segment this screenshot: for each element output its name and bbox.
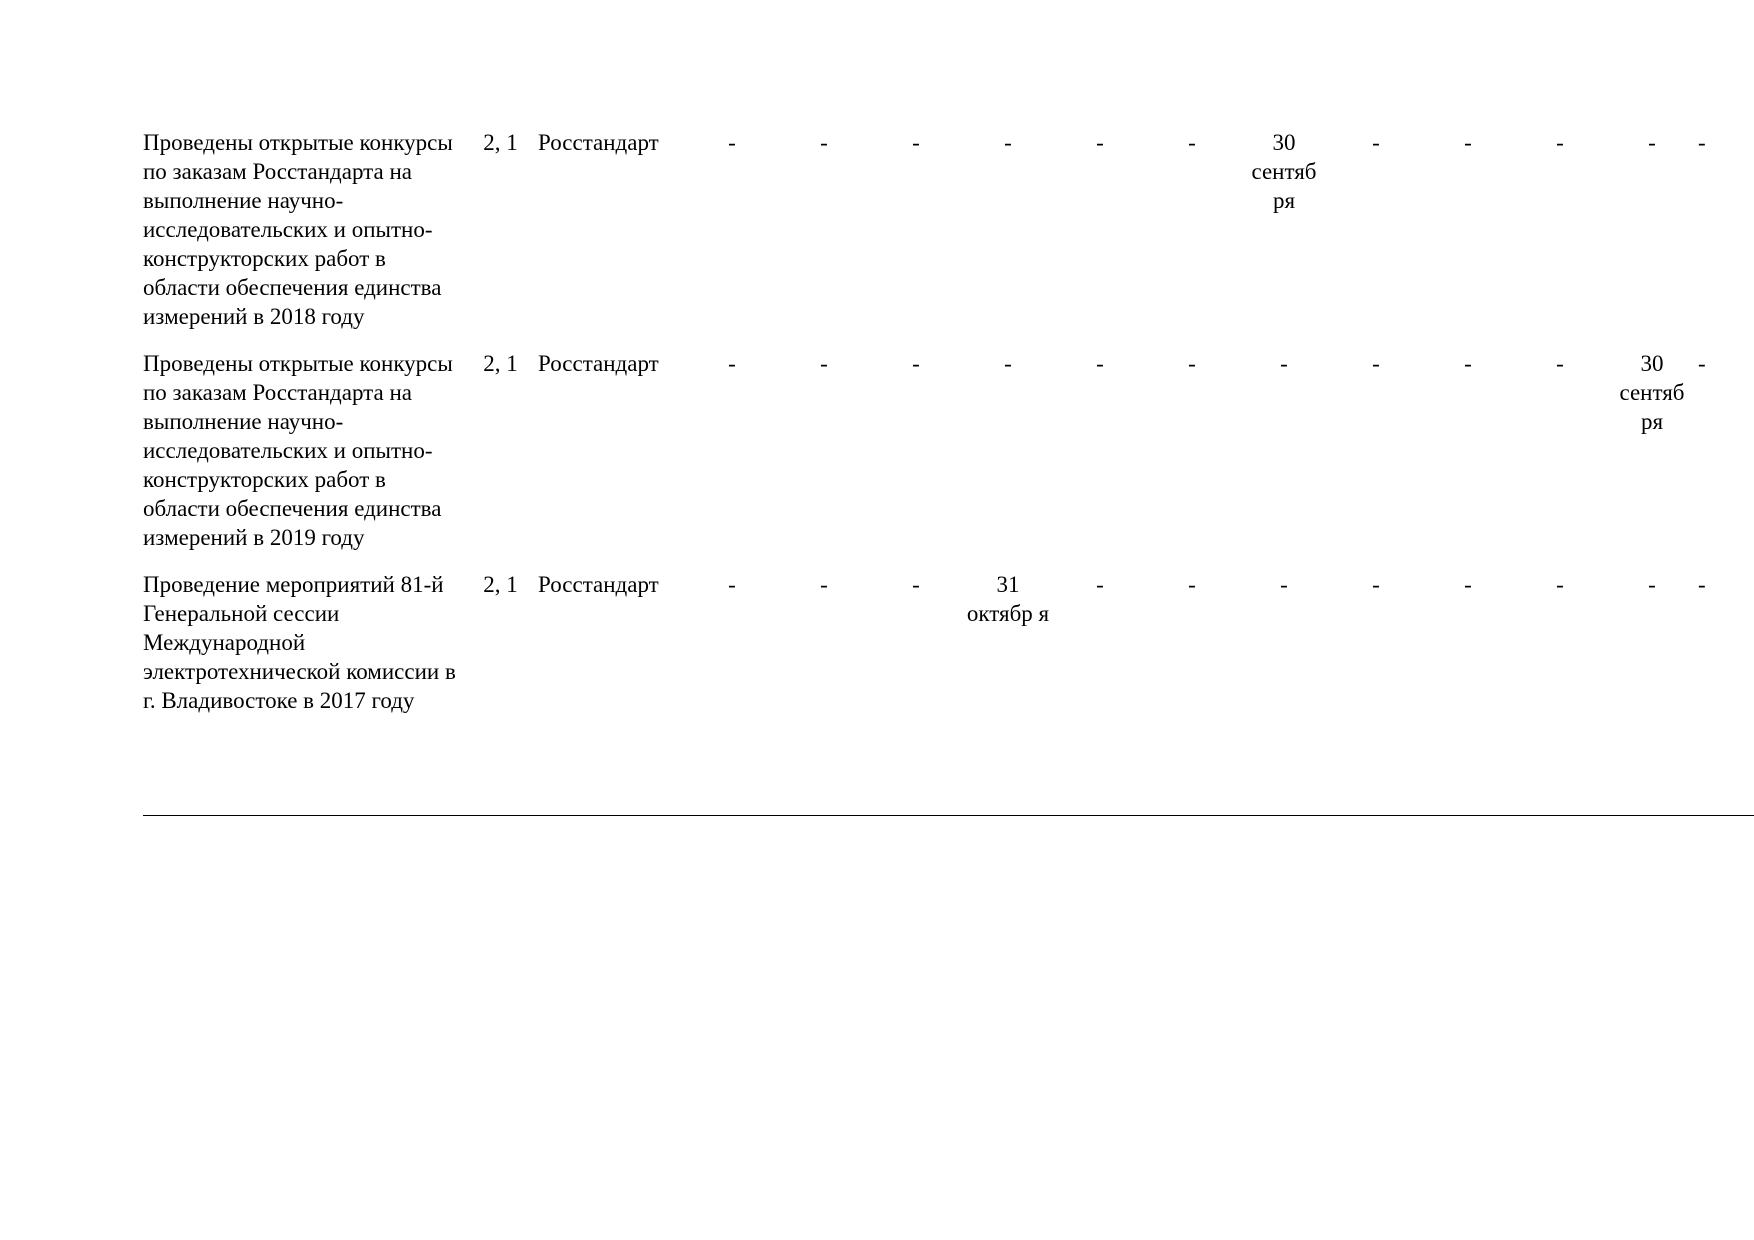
schedule-cell: - bbox=[1280, 572, 1288, 597]
schedule-cell: - bbox=[1188, 130, 1196, 155]
row-description: Проведение мероприятий 81-й Генеральной сессии Международной электротехнической комиссии в г. Владивостоке в 2017 году bbox=[143, 572, 456, 713]
schedule-cell: - bbox=[1096, 572, 1104, 597]
row-code: 2, 1 bbox=[483, 130, 518, 155]
table-bottom-rule bbox=[143, 815, 1754, 816]
schedule-cell: - bbox=[1004, 351, 1012, 376]
schedule-cell: - bbox=[728, 351, 736, 376]
row-code: 2, 1 bbox=[483, 351, 518, 376]
table-row bbox=[143, 349, 1748, 570]
schedule-cell: - bbox=[1096, 130, 1104, 155]
table-row bbox=[143, 570, 1748, 725]
schedule-cell: 31 октябр я bbox=[966, 572, 1050, 626]
schedule-cell: - bbox=[1556, 130, 1564, 155]
schedule-cell: 30 сентяб ря bbox=[1251, 130, 1317, 213]
schedule-cell: - bbox=[1188, 351, 1196, 376]
row-description: Проведены открытые конкурсы по заказам Росстандарта на выполнение научно-исследовательских и опытно-конструкторских работ в области обеспечения единства измерений в 2018 году bbox=[143, 130, 453, 329]
schedule-cell: - bbox=[820, 130, 828, 155]
schedule-cell: - bbox=[1556, 351, 1564, 376]
schedule-cell: 30 сентяб ря bbox=[1619, 351, 1685, 434]
schedule-cell: - bbox=[1464, 130, 1472, 155]
schedule-cell: - bbox=[1096, 351, 1104, 376]
schedule-cell: - bbox=[1188, 572, 1196, 597]
schedule-cell: - bbox=[1648, 572, 1656, 597]
row-description: Проведены открытые конкурсы по заказам Росстандарта на выполнение научно-исследовательских и опытно-конструкторских работ в области обеспечения единства измерений в 2019 году bbox=[143, 351, 453, 550]
row-code: 2, 1 bbox=[483, 572, 518, 597]
schedule-cell: - bbox=[1280, 351, 1288, 376]
row-organization: Росстандарт bbox=[538, 351, 659, 376]
schedule-cell: - bbox=[912, 130, 920, 155]
schedule-cell: - bbox=[1698, 130, 1706, 155]
schedule-cell: - bbox=[1648, 130, 1656, 155]
table-row bbox=[143, 128, 1748, 349]
schedule-cell: - bbox=[1556, 572, 1564, 597]
schedule-cell: - bbox=[820, 351, 828, 376]
schedule-cell: - bbox=[912, 351, 920, 376]
row-organization: Росстандарт bbox=[538, 130, 659, 155]
schedule-cell: - bbox=[1372, 130, 1380, 155]
schedule-cell: - bbox=[1004, 130, 1012, 155]
row-organization: Росстандарт bbox=[538, 572, 659, 597]
schedule-cell: - bbox=[1464, 572, 1472, 597]
plan-table bbox=[143, 128, 1748, 725]
schedule-cell: - bbox=[820, 572, 828, 597]
schedule-cell: - bbox=[728, 572, 736, 597]
schedule-cell: - bbox=[728, 130, 736, 155]
schedule-cell: - bbox=[912, 572, 920, 597]
schedule-cell: - bbox=[1372, 572, 1380, 597]
schedule-cell: - bbox=[1698, 351, 1706, 376]
schedule-cell: - bbox=[1464, 351, 1472, 376]
schedule-cell: - bbox=[1372, 351, 1380, 376]
schedule-cell: - bbox=[1698, 572, 1706, 597]
